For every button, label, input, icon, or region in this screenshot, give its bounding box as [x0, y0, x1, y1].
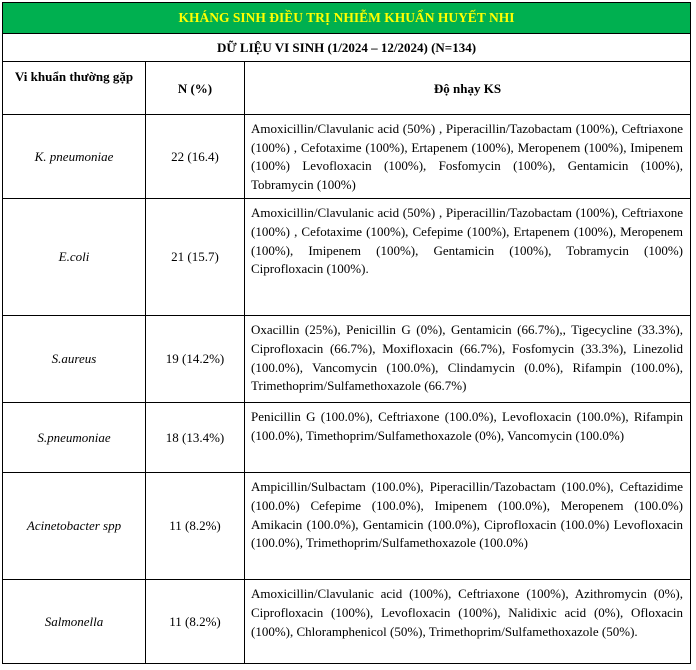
organism-cell: Acinetobacter spp	[3, 473, 146, 580]
organism-cell: K. pneumoniae	[3, 115, 146, 199]
sensitivity-cell: Penicillin G (100.0%), Ceftriaxone (100.0%), Levofloxacin (100.0%), Rifampin (100.0%), Timethoprim/Sulfamethoxazole (0%), Vancomycin (100.0%)	[245, 403, 691, 473]
organism-cell: Salmonella	[3, 580, 146, 664]
header-row	[3, 62, 691, 115]
sensitivity-cell: Oxacillin (25%), Penicillin G (0%), Gentamicin (66.7%),, Tigecycline (33.3%), Ciprofloxacin (66.7%), Moxifloxacin (66.7%), Fosfomycin (33.3%), Linezolid (100.0%), Vancomycin (100.0%), Clindamycin (0.0%), Rifampin (100.0%), Trimethoprim/Sulfamethoxazole (66.7%)	[245, 316, 691, 403]
title-row	[3, 3, 691, 34]
count-cell: 11 (8.2%)	[146, 473, 245, 580]
count-cell: 21 (15.7)	[146, 199, 245, 316]
table-subtitle: DỮ LIỆU VI SINH (1/2024 – 12/2024) (N=134)	[3, 34, 691, 62]
table-row	[3, 403, 691, 473]
count-cell: 18 (13.4%)	[146, 403, 245, 473]
organism-cell: S.pneumoniae	[3, 403, 146, 473]
count-cell: 11 (8.2%)	[146, 580, 245, 664]
header-sensitivity: Độ nhạy KS	[245, 62, 691, 115]
table-row	[3, 473, 691, 580]
header-n: N (%)	[146, 62, 245, 115]
organism-cell: S.aureus	[3, 316, 146, 403]
organism-cell: E.coli	[3, 199, 146, 316]
count-cell: 19 (14.2%)	[146, 316, 245, 403]
header-organism: Vi khuẩn thường gặp	[3, 62, 146, 115]
table-row	[3, 199, 691, 316]
table-row	[3, 115, 691, 199]
count-cell: 22 (16.4)	[146, 115, 245, 199]
sensitivity-cell: Ampicillin/Sulbactam (100.0%), Piperacillin/Tazobactam (100.0%), Ceftazidime (100.0%) Cefepime (100.0%), Imipenem (100.0%), Meropenem (100.0%) Amikacin (100.0%), Gentamicin (100.0%), Ciprofloxacin (100.0%) Levofloxacin (100.0%), Trimethoprim/Sulfamethoxazole (100.0%)	[245, 473, 691, 580]
table-row	[3, 580, 691, 664]
antibiotic-table	[2, 2, 691, 664]
sensitivity-cell: Amoxicillin/Clavulanic acid (50%) , Piperacillin/Tazobactam (100%), Ceftriaxone (100%) , Cefotaxime (100%), Ertapenem (100%), Meropenem (100%), Imipenem (100%) Levofloxacin (100%), Fosfomycin (100%), Gentamicin (100%), Tobramycin (100%)	[245, 115, 691, 199]
table-title: KHÁNG SINH ĐIỀU TRỊ NHIỄM KHUẨN HUYẾT NHI	[3, 3, 691, 34]
subtitle-row	[3, 34, 691, 62]
sensitivity-cell: Amoxicillin/Clavulanic acid (50%) , Piperacillin/Tazobactam (100%), Ceftriaxone (100%) , Cefotaxime (100%), Cefepime (100%), Ertapenem (100%), Meropenem (100%), Imipenem (100%), Gentamicin (100%), Tobramycin (100%) Ciprofloxacin (100%).	[245, 199, 691, 316]
table-row	[3, 316, 691, 403]
sensitivity-cell: Amoxicillin/Clavulanic acid (100%), Ceftriaxone (100%), Azithromycin (0%), Ciprofloxacin (100%), Levofloxacin (100%), Nalidixic acid (0%), Ofloxacin (100%), Chloramphenicol (50%), Trimethoprim/Sulfamethoxazole (50%).	[245, 580, 691, 664]
